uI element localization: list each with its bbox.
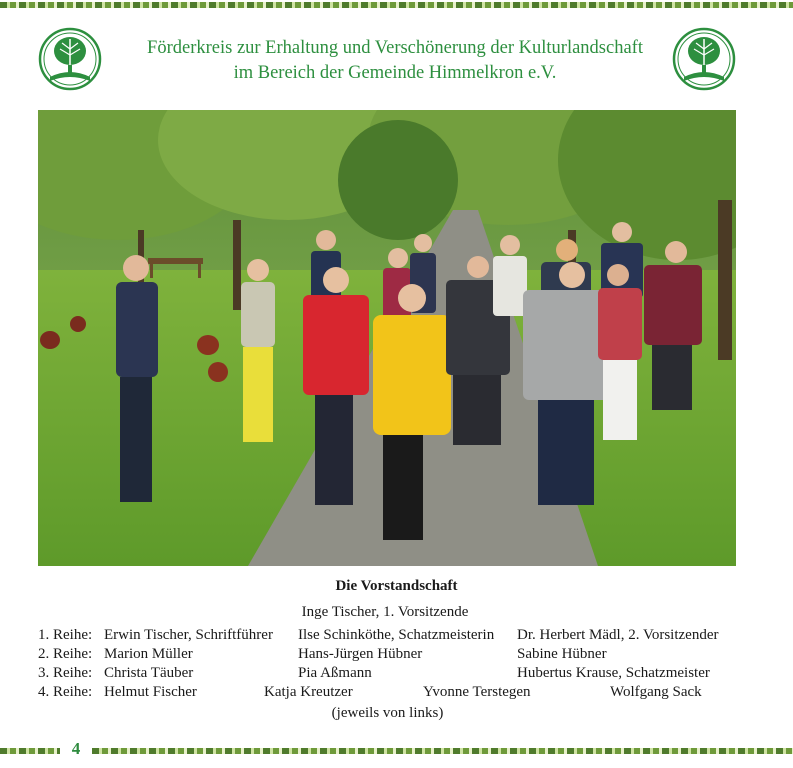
section-heading: Die Vorstandschaft xyxy=(335,578,458,594)
member-name: Wolfgang Sack xyxy=(610,684,702,700)
member-name: Erwin Tischer, Schriftführer xyxy=(104,627,273,643)
member-name: Yvonne Terstegen xyxy=(423,684,531,700)
row-line xyxy=(0,627,793,647)
page-number: 4 xyxy=(71,739,81,758)
group-photo-icon xyxy=(38,110,736,566)
member-name: Hans-Jürgen Hübner xyxy=(298,646,423,662)
row-line xyxy=(0,665,793,685)
page-title xyxy=(110,36,680,86)
member-name: Katja Kreutzer xyxy=(264,684,353,700)
tree-logo-icon xyxy=(672,27,736,91)
row-label: 3. Reihe: xyxy=(38,665,93,681)
bottom-decorative-border xyxy=(0,748,60,754)
title-line-1: Förderkreis zur Erhaltung und Verschönerung der Kulturlandschaft xyxy=(147,38,643,58)
chairperson-line: Inge Tischer, 1. Vorsitzende xyxy=(301,604,469,620)
member-name: Sabine Hübner xyxy=(517,646,607,662)
row-line xyxy=(0,646,793,666)
row-label: 2. Reihe: xyxy=(38,646,93,662)
caption-footnote: (jeweils von links) xyxy=(331,705,444,721)
member-name: Pia Aßmann xyxy=(298,665,372,681)
member-name: Helmut Fischer xyxy=(104,684,197,700)
member-name: Hubertus Krause, Schatzmeister xyxy=(517,665,710,681)
top-decorative-border xyxy=(0,2,793,8)
row-label: 1. Reihe: xyxy=(38,627,93,643)
tree-logo-icon xyxy=(38,27,102,91)
title-line-2: im Bereich der Gemeinde Himmelkron e.V. xyxy=(233,63,557,83)
member-name: Marion Müller xyxy=(104,646,193,662)
member-name: Ilse Schinköthe, Schatzmeisterin xyxy=(298,627,495,643)
bottom-decorative-border xyxy=(92,748,793,754)
member-name: Dr. Herbert Mädl, 2. Vorsitzender xyxy=(517,627,719,643)
row-line xyxy=(0,684,793,704)
member-name: Christa Täuber xyxy=(104,665,194,681)
row-label: 4. Reihe: xyxy=(38,684,93,700)
